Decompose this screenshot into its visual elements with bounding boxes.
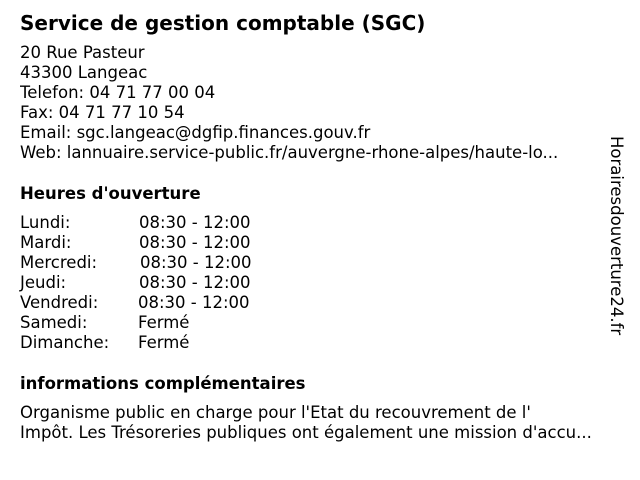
phone-number[interactable]: Telefon: 04 71 77 00 04 <box>20 83 216 102</box>
additional-info-text <box>20 403 626 443</box>
day-label: Dimanche: <box>20 333 110 352</box>
address-street: 20 Rue Pasteur <box>20 43 145 62</box>
address-city: 43300 Langeac <box>20 63 148 82</box>
info-line: Impôt. Les Trésoreries publiques ont également une mission d'accu... <box>20 423 592 442</box>
day-hours: Fermé <box>138 313 190 332</box>
day-hours: 08:30 - 12:00 <box>139 233 251 252</box>
additional-info-title: informations complémentaires <box>20 374 306 393</box>
day-hours: Fermé <box>138 333 190 352</box>
site-brand-watermark: Horairesdouverture24.fr <box>607 136 626 336</box>
website-link[interactable]: Web: lannuaire.service-public.fr/auvergne-rhone-alpes/haute-lo... <box>20 143 559 162</box>
day-hours: 08:30 - 12:00 <box>139 273 251 292</box>
day-hours: 08:30 - 12:00 <box>140 253 252 272</box>
page-title: Service de gestion comptable (SGC) <box>20 11 426 35</box>
contact-block <box>20 43 598 163</box>
info-line: Organisme public en charge pour l'Etat du recouvrement de l' <box>20 403 531 422</box>
day-label: Samedi: <box>20 313 88 332</box>
day-hours: 08:30 - 12:00 <box>138 293 250 312</box>
day-hours: 08:30 - 12:00 <box>139 213 251 232</box>
day-label: Mardi: <box>20 233 72 252</box>
day-label: Vendredi: <box>20 293 99 312</box>
opening-hours-title: Heures d'ouverture <box>20 184 201 203</box>
day-label: Lundi: <box>20 213 71 232</box>
email-address[interactable]: Email: sgc.langeac@dgfip.finances.gouv.fr <box>20 123 371 142</box>
fax-number: Fax: 04 71 77 10 54 <box>20 103 185 122</box>
day-label: Mercredi: <box>20 253 98 272</box>
day-label: Jeudi: <box>20 273 67 292</box>
